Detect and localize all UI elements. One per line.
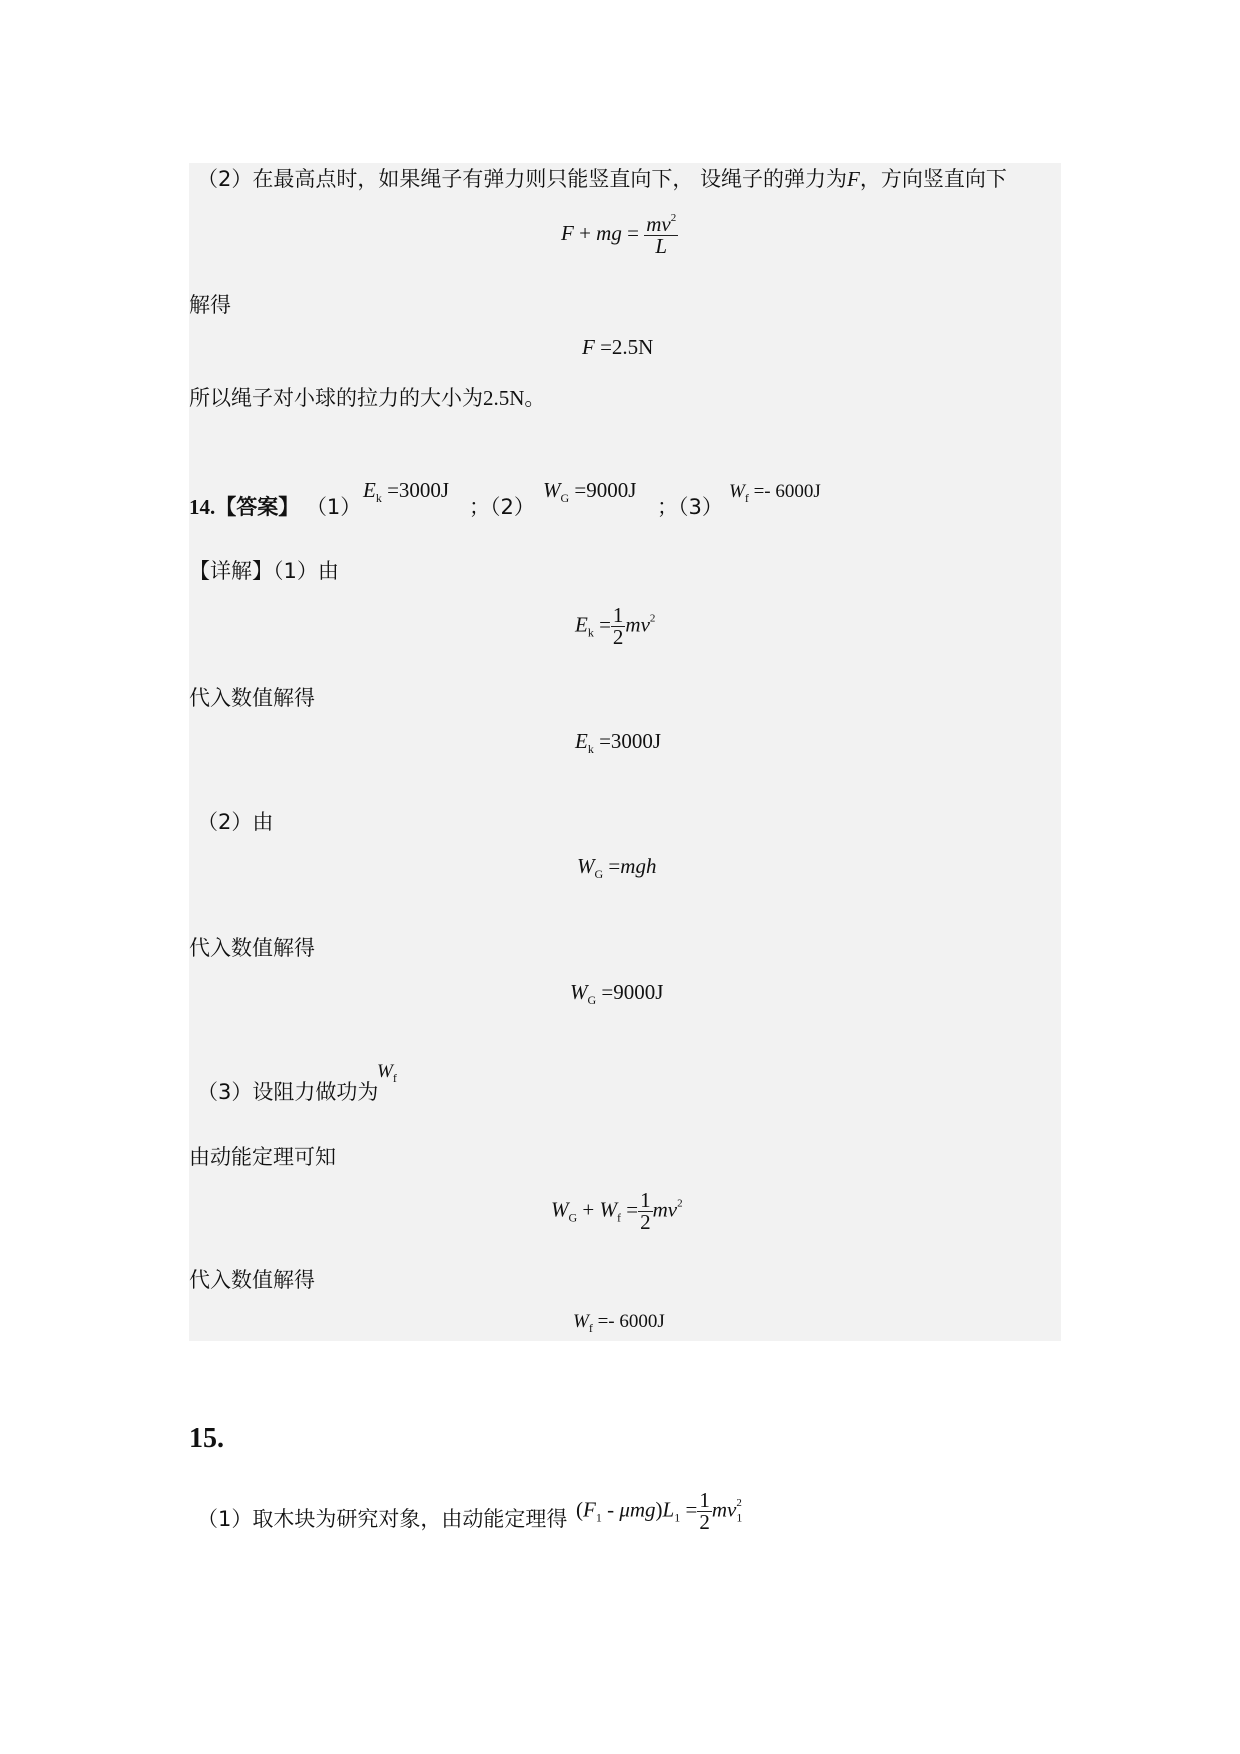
- var: W: [577, 854, 595, 878]
- var: v: [667, 1197, 678, 1222]
- value: 2.5N: [483, 386, 525, 410]
- answer-label: 【答案】: [215, 495, 300, 519]
- text: ，方向竖直向下: [859, 167, 1007, 191]
- exp: 2: [670, 212, 677, 224]
- subscript: G: [587, 993, 597, 1007]
- var: W: [377, 1061, 393, 1082]
- value: 9000J: [586, 478, 637, 502]
- label-solve: 解得: [189, 293, 231, 317]
- var: W: [551, 1197, 569, 1222]
- equation-F-value: F =2.5N: [582, 335, 654, 359]
- var: m: [620, 854, 636, 878]
- var: E: [363, 478, 376, 502]
- var: W: [729, 481, 745, 502]
- value: 3000J: [610, 729, 662, 753]
- subscript: k: [587, 625, 594, 640]
- exp: 2: [736, 1497, 742, 1510]
- numerator: 1: [612, 603, 624, 627]
- var-Wf: [377, 1062, 397, 1084]
- q14-detail-3: （3）设阻力做功为: [197, 1080, 379, 1104]
- text: （2）在最高点时，如果绳子有弹力则只能竖直向下， 设绳子的弹力为: [197, 167, 848, 191]
- var: m: [625, 612, 641, 637]
- exp: 2: [649, 612, 656, 625]
- paragraph-highest-point: [197, 165, 1007, 193]
- fraction: [697, 1490, 712, 1533]
- q14-answer-line: [189, 493, 361, 521]
- equation-WG-value: $W_G =9000J$: [570, 980, 664, 1007]
- label-substitute-3: 代入数值解得: [189, 1268, 315, 1292]
- var: v: [727, 1497, 737, 1522]
- equation-q15-work-energy: $(F_1 - \mu mg)L_1$ = $\frac{1}{2}$ $mv_1^2$: [576, 1488, 743, 1534]
- denominator: 2: [699, 1510, 710, 1534]
- value: 2.5N: [611, 335, 654, 359]
- answer-WG: $W_G =9000J$: [543, 478, 637, 505]
- var: v: [640, 612, 650, 637]
- numerator: 1: [640, 1188, 651, 1212]
- q14-detail-2: （2）由: [197, 810, 274, 834]
- var: g: [635, 854, 646, 878]
- equation-Ek-value: $E_k =3000J$: [575, 729, 662, 756]
- subscript: 1: [736, 1510, 743, 1525]
- equation-work-energy-theorem: $W_G + W_f$ = $\frac{1}{2}$ $mv^2$: [551, 1188, 683, 1234]
- value: 9000J: [613, 980, 664, 1004]
- value: 3000J: [398, 478, 450, 502]
- equation-gravity-work: $W_G =mgh$: [577, 854, 657, 881]
- value: - 6000J: [608, 1311, 665, 1332]
- value: - 6000J: [764, 481, 821, 502]
- q14-detail-1: [189, 557, 339, 585]
- subscript: k: [587, 742, 594, 756]
- subscript: 1: [674, 1510, 681, 1525]
- var: m: [596, 220, 612, 245]
- var: E: [575, 729, 588, 753]
- var: L: [662, 1497, 675, 1522]
- equation-Wf-value: $W_f =- 6000J$: [573, 1311, 665, 1335]
- paragraph-conclusion: [189, 384, 545, 412]
- label-substitute-1: 代入数值解得: [189, 686, 315, 710]
- equation-force-balance: F + mg = $\frac{mv^2}{L}$: [561, 212, 677, 258]
- var: W: [599, 1197, 618, 1222]
- numerator: 1: [699, 1488, 710, 1512]
- var: F: [582, 335, 595, 359]
- subscript: f: [588, 1321, 593, 1335]
- text: 。: [524, 386, 546, 410]
- var: v: [661, 212, 671, 236]
- subscript: 1: [595, 1510, 602, 1525]
- subscript: G: [594, 867, 604, 881]
- var: m: [652, 1197, 668, 1222]
- var: m: [646, 212, 662, 236]
- var: m: [711, 1497, 727, 1522]
- exp: 2: [677, 1197, 683, 1210]
- var: L: [655, 234, 668, 258]
- var: F: [561, 220, 574, 245]
- subscript: G: [568, 1210, 578, 1225]
- answer-Ek: $E_k =3000J$: [363, 478, 450, 505]
- var: m: [629, 1497, 646, 1522]
- var: E: [575, 612, 588, 637]
- subscript: G: [560, 491, 570, 505]
- question-number: 14.: [189, 495, 216, 519]
- denominator: 2: [640, 1210, 651, 1234]
- label-theorem: 由动能定理可知: [189, 1145, 336, 1169]
- fraction: [644, 213, 678, 257]
- denominator: 2: [612, 625, 624, 649]
- text: 所以绳子对小球的拉力的大小为: [189, 386, 483, 410]
- answer-Wf: $W_f =- 6000J$: [729, 481, 821, 505]
- subscript: k: [375, 491, 382, 505]
- equation-kinetic-energy: $E_k$ = $\frac{1}{2}$ $mv^2$: [575, 603, 656, 649]
- sep-2: ；（2）: [469, 495, 535, 519]
- var: μ: [619, 1497, 630, 1522]
- var: W: [543, 478, 561, 502]
- var-F: F: [847, 167, 860, 191]
- var: g: [645, 1497, 656, 1522]
- var: W: [570, 980, 588, 1004]
- var: F: [583, 1497, 596, 1522]
- var: W: [573, 1311, 589, 1332]
- detail-label: 【详解】: [189, 559, 273, 583]
- q15-paragraph-1: （1）取木块为研究对象，由动能定理得: [197, 1507, 568, 1531]
- q15-number: 15.: [189, 1423, 224, 1454]
- sep-3: ；（3）: [657, 495, 723, 519]
- text: （1）: [305, 495, 362, 519]
- var: g: [611, 220, 622, 245]
- subscript: f: [617, 1210, 622, 1225]
- fraction: [638, 1190, 653, 1233]
- var: h: [645, 854, 657, 878]
- label-substitute-2: 代入数值解得: [189, 936, 315, 960]
- fraction: [611, 605, 626, 648]
- subscript: f: [744, 491, 749, 505]
- text: （1）由: [273, 559, 339, 583]
- subscript: f: [392, 1071, 397, 1085]
